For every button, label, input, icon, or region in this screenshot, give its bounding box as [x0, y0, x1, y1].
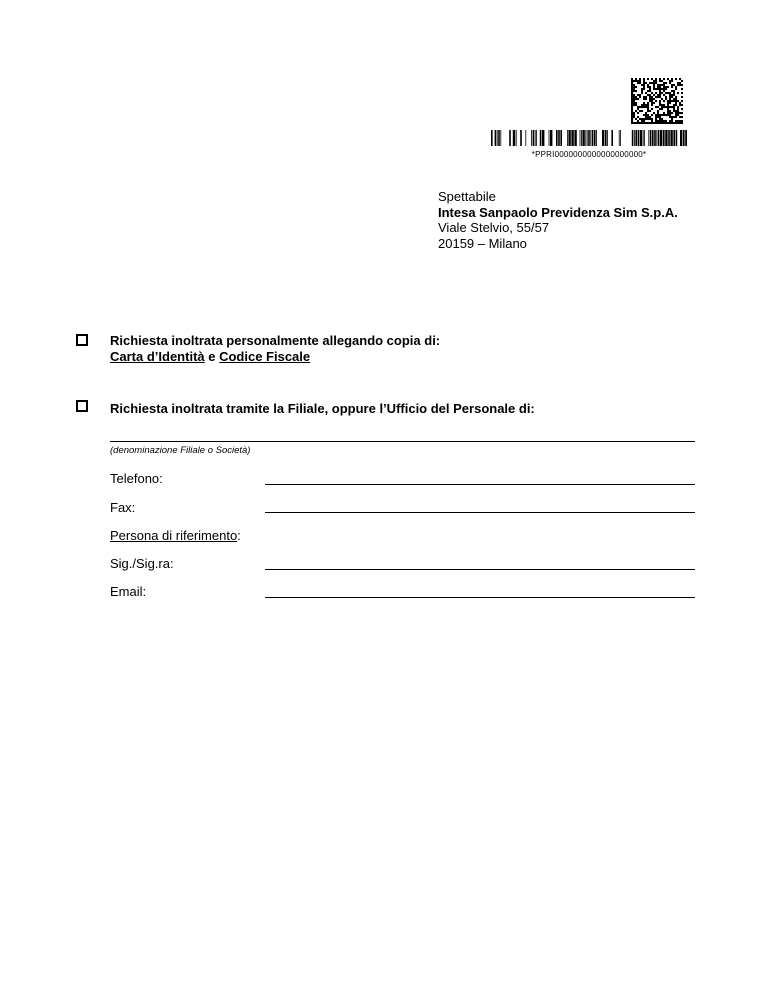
tax-code-text: Codice Fiscale [219, 349, 311, 364]
recipient-address [438, 189, 678, 251]
fax-field[interactable] [265, 512, 695, 513]
company-name: Intesa Sanpaolo Previdenza Sim S.p.A. [438, 204, 678, 220]
id-card-text: Carta d’Identità [110, 349, 205, 364]
email-label: Email: [110, 584, 147, 599]
phone-field[interactable] [265, 484, 695, 485]
personal-request-text: Richiesta inoltrata personalmente allegando copia di: [110, 333, 441, 348]
personal-request-checkbox[interactable] [76, 334, 88, 346]
title-label: Sig./Sig.ra: [110, 556, 174, 571]
contact-person-text: Persona di riferimento [110, 528, 238, 543]
city: 20159 – Milano [438, 235, 527, 251]
branch-request-label: Richiesta inoltrata tramite la Filiale, oppure l’Ufficio del Personale di: [110, 401, 535, 416]
datamatrix-code [631, 78, 683, 124]
contact-person-label [110, 528, 241, 543]
required-documents [110, 349, 440, 365]
branch-name-field[interactable] [110, 441, 695, 442]
barcode-text: *PPRI0000000000000000000* [531, 150, 647, 159]
branch-name-caption: (denominazione Filiale o Società) [110, 445, 251, 456]
salutation: Spettabile [438, 189, 496, 204]
street: Viale Stelvio, 55/57 [438, 220, 550, 235]
phone-label: Telefono: [110, 471, 163, 486]
conjunction: e [204, 349, 220, 364]
branch-request-checkbox[interactable] [76, 400, 88, 412]
personal-request-label [110, 333, 440, 365]
email-field[interactable] [265, 597, 695, 598]
barcode [491, 130, 687, 146]
title-field[interactable] [265, 569, 695, 570]
contact-person-colon: : [237, 528, 241, 543]
fax-label: Fax: [110, 500, 136, 515]
